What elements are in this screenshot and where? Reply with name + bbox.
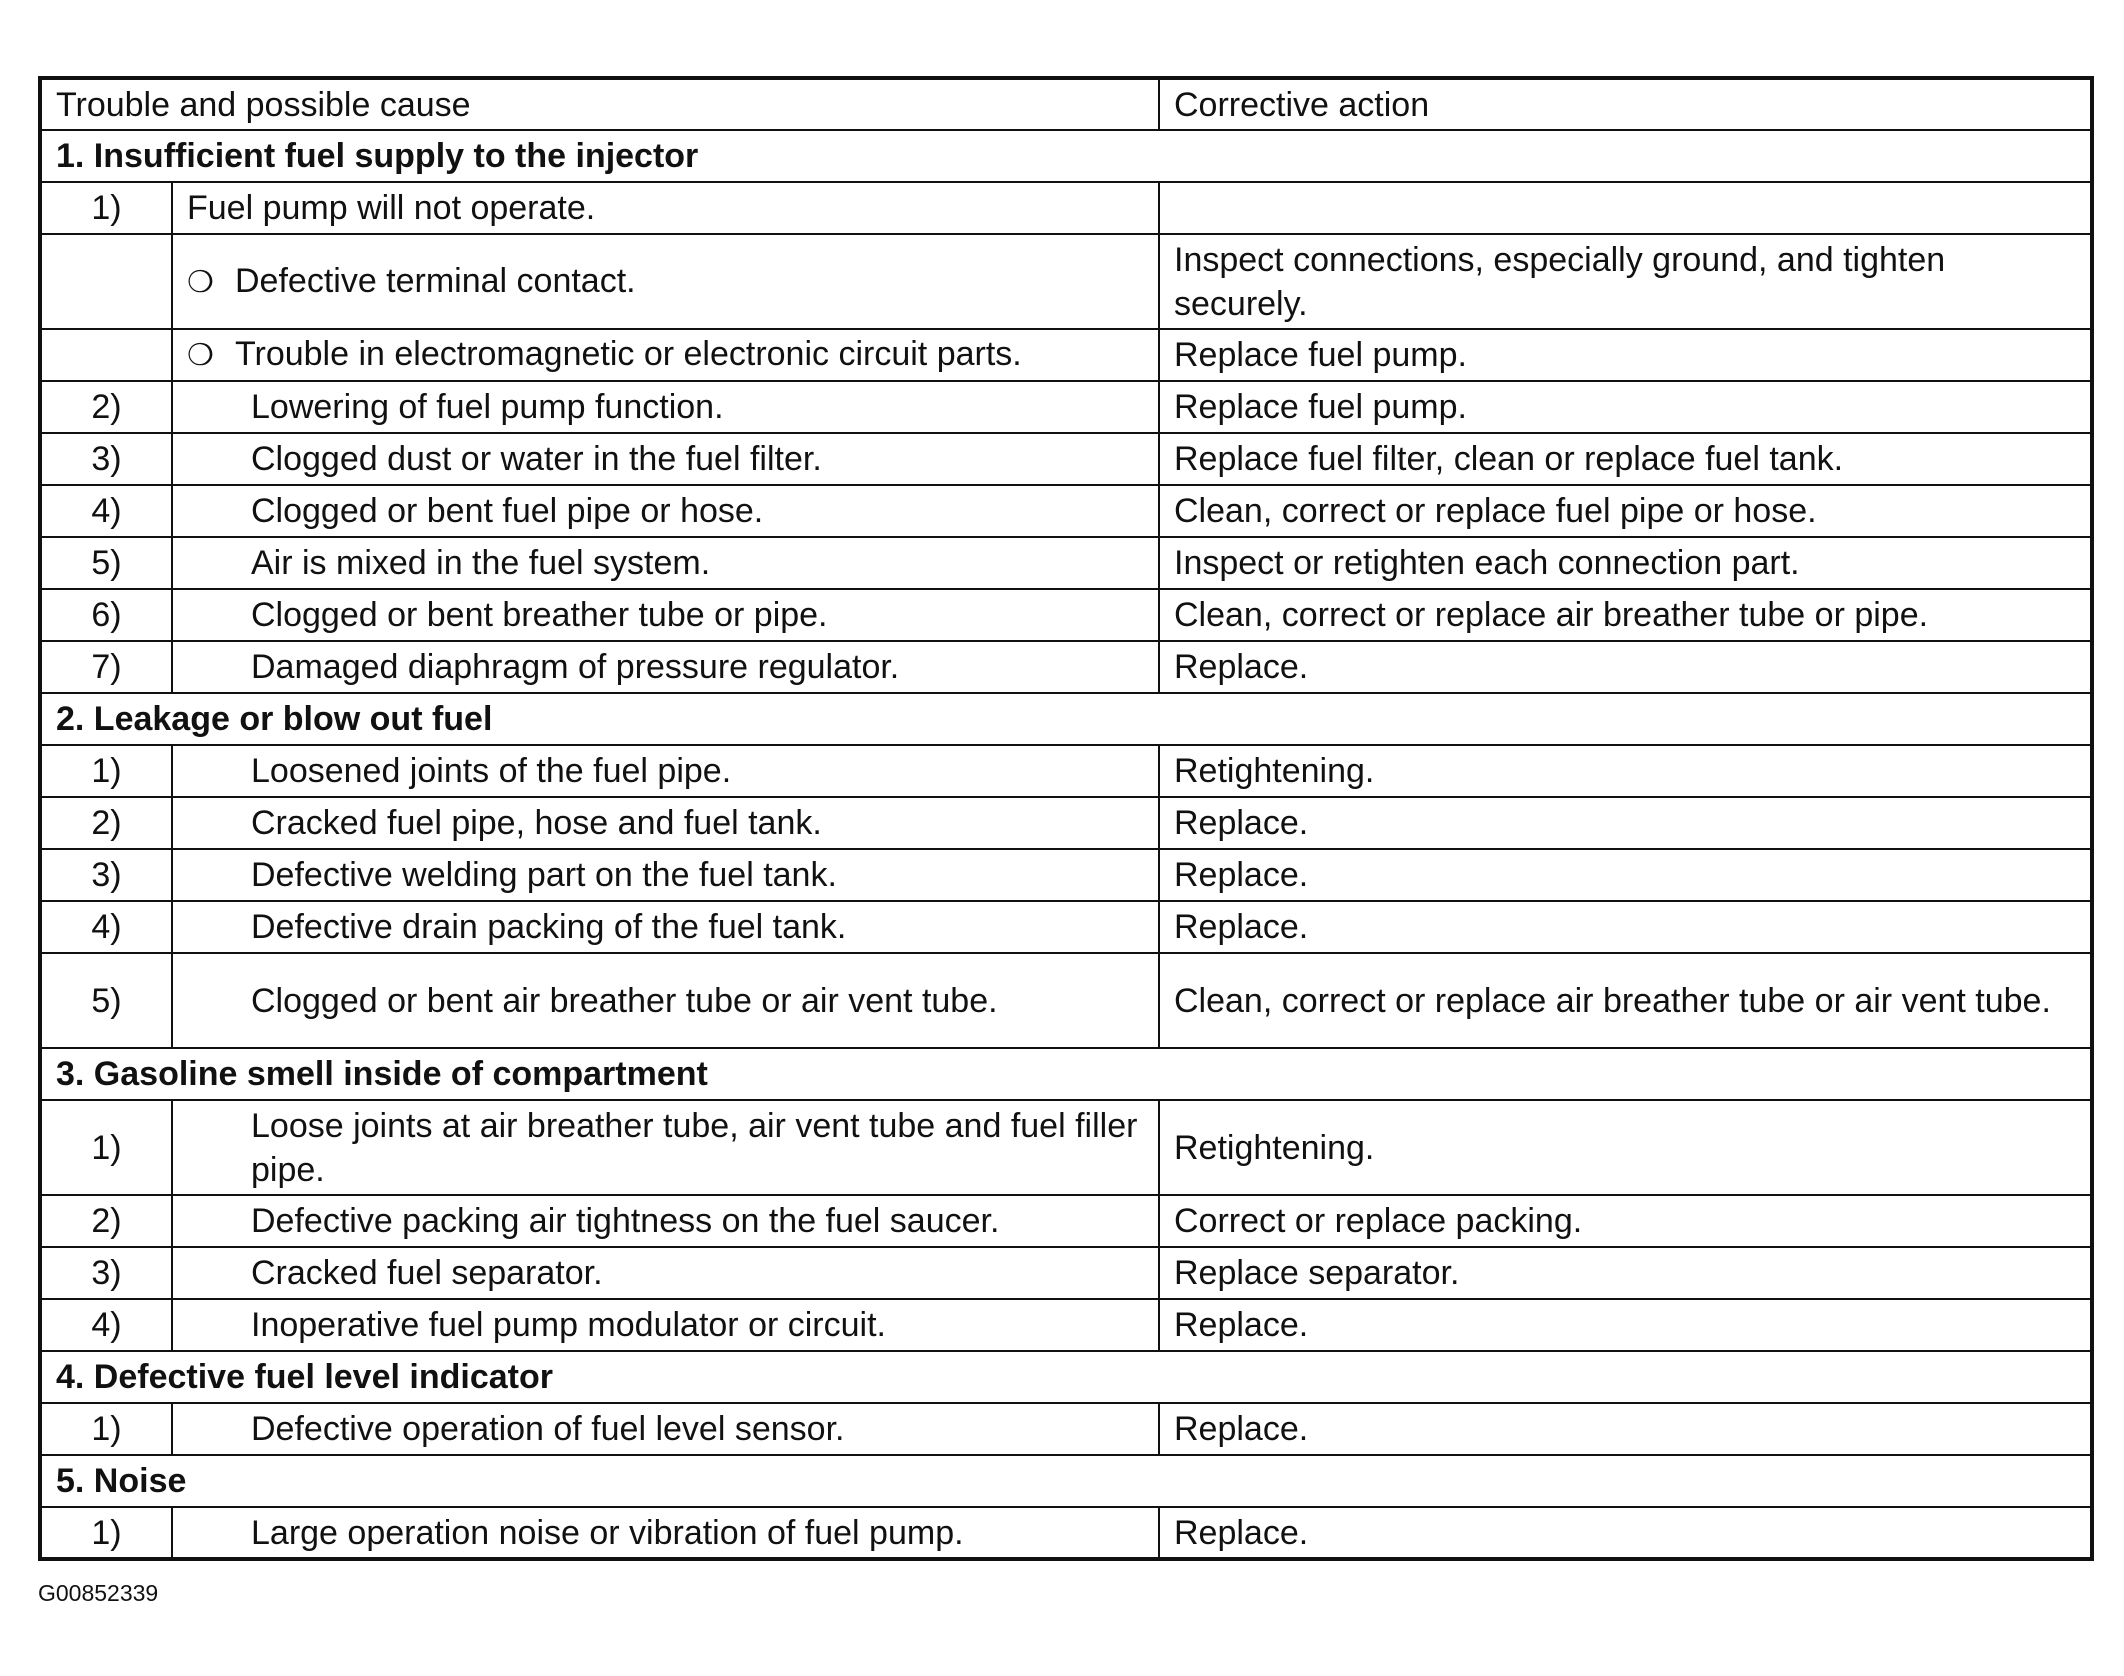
action-cell: Replace. (1159, 1299, 2092, 1351)
header-cause: Trouble and possible cause (40, 78, 1159, 130)
item-number: 3) (40, 433, 172, 485)
action-cell: Replace fuel filter, clean or replace fuel tank. (1159, 433, 2092, 485)
item-number: 2) (40, 1195, 172, 1247)
section-title: 3. Gasoline smell inside of compartment (40, 1048, 2092, 1100)
cause-cell: Clogged or bent air breather tube or air vent tube. (172, 953, 1159, 1048)
table-row (40, 1403, 2092, 1455)
cause-cell: Fuel pump will not operate. (172, 182, 1159, 234)
action-cell: Clean, correct or replace air breather tube or pipe. (1159, 589, 2092, 641)
cause-cell: Loose joints at air breather tube, air vent tube and fuel filler pipe. (172, 1100, 1159, 1195)
table-body (40, 78, 2092, 1559)
section-row (40, 1351, 2092, 1403)
section-title: 1. Insufficient fuel supply to the injector (40, 130, 2092, 182)
item-number: 3) (40, 849, 172, 901)
header-row (40, 78, 2092, 130)
table-row (40, 234, 2092, 329)
section-title: 4. Defective fuel level indicator (40, 1351, 2092, 1403)
table-row (40, 182, 2092, 234)
item-number: 4) (40, 901, 172, 953)
cause-text: Trouble in electromagnetic or electronic circuit parts. (235, 335, 1022, 373)
header-action: Corrective action (1159, 78, 2092, 130)
table-row (40, 1247, 2092, 1299)
section-row (40, 1455, 2092, 1507)
action-cell: Inspect connections, especially ground, and tighten securely. (1159, 234, 2092, 329)
table-row (40, 1195, 2092, 1247)
action-cell: Replace. (1159, 849, 2092, 901)
table-row (40, 1299, 2092, 1351)
table-row (40, 433, 2092, 485)
action-cell: Replace. (1159, 641, 2092, 693)
item-number: 1) (40, 745, 172, 797)
item-number: 2) (40, 381, 172, 433)
section-row (40, 130, 2092, 182)
item-number: 5) (40, 537, 172, 589)
table-row (40, 849, 2092, 901)
action-cell: Clean, correct or replace fuel pipe or hose. (1159, 485, 2092, 537)
item-number: 5) (40, 953, 172, 1048)
table-row (40, 537, 2092, 589)
cause-cell: Air is mixed in the fuel system. (172, 537, 1159, 589)
item-number: 7) (40, 641, 172, 693)
table-row (40, 329, 2092, 381)
cause-cell (172, 329, 1159, 381)
cause-cell: Lowering of fuel pump function. (172, 381, 1159, 433)
cause-cell: Defective packing air tightness on the fuel saucer. (172, 1195, 1159, 1247)
cause-cell: Cracked fuel pipe, hose and fuel tank. (172, 797, 1159, 849)
cause-cell: Damaged diaphragm of pressure regulator. (172, 641, 1159, 693)
table-row (40, 901, 2092, 953)
section-row (40, 693, 2092, 745)
cause-cell: Defective welding part on the fuel tank. (172, 849, 1159, 901)
cause-cell: Clogged or bent fuel pipe or hose. (172, 485, 1159, 537)
item-number: 1) (40, 1507, 172, 1559)
item-number (40, 329, 172, 381)
item-number: 1) (40, 1100, 172, 1195)
action-cell: Replace. (1159, 1507, 2092, 1559)
item-number (40, 234, 172, 329)
item-number: 1) (40, 1403, 172, 1455)
table-row (40, 485, 2092, 537)
action-cell: Replace. (1159, 1403, 2092, 1455)
action-cell: Clean, correct or replace air breather tube or air vent tube. (1159, 953, 2092, 1048)
cause-cell: Cracked fuel separator. (172, 1247, 1159, 1299)
item-number: 6) (40, 589, 172, 641)
action-cell: Replace fuel pump. (1159, 329, 2092, 381)
table-row (40, 1507, 2092, 1559)
action-cell: Replace. (1159, 901, 2092, 953)
item-number: 4) (40, 485, 172, 537)
action-cell: Retightening. (1159, 745, 2092, 797)
cause-cell: Loosened joints of the fuel pipe. (172, 745, 1159, 797)
item-number: 2) (40, 797, 172, 849)
cause-cell: Clogged dust or water in the fuel filter. (172, 433, 1159, 485)
item-number: 3) (40, 1247, 172, 1299)
action-cell: Replace fuel pump. (1159, 381, 2092, 433)
action-cell: Replace. (1159, 797, 2092, 849)
table-row (40, 381, 2092, 433)
circle-bullet-icon: ❍ (187, 265, 214, 299)
cause-cell: Clogged or bent breather tube or pipe. (172, 589, 1159, 641)
item-number: 4) (40, 1299, 172, 1351)
section-title: 2. Leakage or blow out fuel (40, 693, 2092, 745)
table-row (40, 797, 2092, 849)
action-cell: Replace separator. (1159, 1247, 2092, 1299)
cause-cell (172, 234, 1159, 329)
cause-cell: Defective drain packing of the fuel tank. (172, 901, 1159, 953)
cause-cell: Large operation noise or vibration of fuel pump. (172, 1507, 1159, 1559)
action-cell (1159, 182, 2092, 234)
cause-cell: Inoperative fuel pump modulator or circuit. (172, 1299, 1159, 1351)
item-number: 1) (40, 182, 172, 234)
circle-bullet-icon: ❍ (187, 339, 214, 372)
trouble-table (38, 76, 2094, 1561)
document-id: G00852339 (38, 1580, 159, 1606)
cause-cell: Defective operation of fuel level sensor. (172, 1403, 1159, 1455)
table-row (40, 745, 2092, 797)
section-title: 5. Noise (40, 1455, 2092, 1507)
section-row (40, 1048, 2092, 1100)
cause-text: Defective terminal contact. (235, 261, 636, 300)
table-row (40, 641, 2092, 693)
action-cell: Correct or replace packing. (1159, 1195, 2092, 1247)
action-cell: Inspect or retighten each connection part. (1159, 537, 2092, 589)
table-row (40, 589, 2092, 641)
table-row (40, 953, 2092, 1048)
table-row (40, 1100, 2092, 1195)
action-cell: Retightening. (1159, 1100, 2092, 1195)
